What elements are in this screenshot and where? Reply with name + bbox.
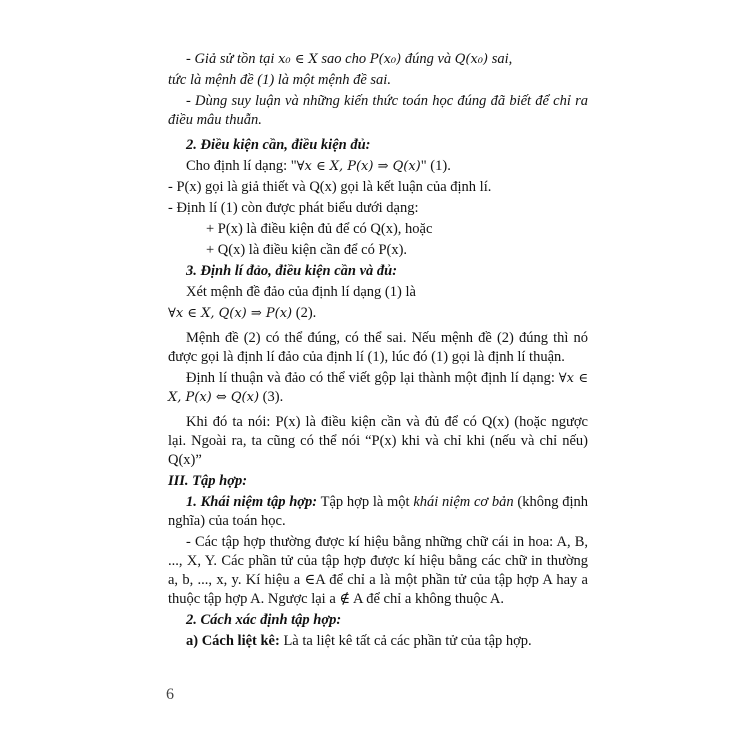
paragraph-set-notation: - Các tập hợp thường được kí hiệu bằng những chữ cái in hoa: A, B, ..., X, Y. Các phần tử của tập hợp được kí hiệu bằng các chữ in thường a, b, ..., x, y. Kí hiệu a ∈A để chỉ a là một phần tử của tập hợp A hay a thuộc tập hợp A. Ngược lại a ∉ A để chỉ a không thuộc A. <box>168 534 588 607</box>
subheading: 1. Khái niệm tập hợp: <box>186 494 318 510</box>
text: Định lí thuận và đảo có thể viết gộp lại thành một định lí dạng: <box>186 370 559 386</box>
paragraph-listing <box>168 632 588 651</box>
paragraph-converse-theorem: Mệnh đề (2) có thể đúng, có thể sai. Nếu mệnh đề (2) đúng thì nó được gọi là định lí đảo của định lí (1), lúc đó (1) gọi là định lí thuận. <box>168 330 588 365</box>
bullet-sufficient: + P(x) là điều kiện đủ để có Q(x), hoặc <box>206 221 433 237</box>
subheading: a) Cách liệt kê: <box>186 633 280 649</box>
text: (2). <box>292 305 317 321</box>
page-number: 6 <box>166 686 174 703</box>
text: Là ta liệt kê tất cả các phần tử của tập hợp. <box>279 633 532 649</box>
heading-converse: 3. Định lí đảo, điều kiện cần và đủ: <box>186 263 398 279</box>
text-italic: khái niệm cơ bản <box>413 494 514 510</box>
heading-sets: III. Tập hợp: <box>168 473 248 489</box>
text: Tập hợp là một <box>317 494 414 510</box>
text: - Giả sử tồn tại <box>186 51 279 67</box>
page-content <box>168 50 588 653</box>
heading-set-determination: 2. Cách xác định tập hợp: <box>186 612 342 628</box>
bullet-necessary: + Q(x) là điều kiện cần để có P(x). <box>206 242 408 258</box>
line-converse: Xét mệnh đề đảo của định lí dạng (1) là <box>186 284 416 300</box>
math: ∀x ∈ X, Q(x) ⇒ P(x) <box>168 306 293 321</box>
text: đúng và <box>401 51 455 67</box>
line-suppose <box>168 50 588 69</box>
text: sao cho <box>317 51 370 67</box>
line-theorem <box>168 157 588 176</box>
line-reasoning: - Dùng suy luận và những kiến thức toán học đúng đã biết để chỉ ra điều mâu thuẫn. <box>168 93 588 128</box>
heading-necessary-sufficient: 2. Điều kiện cần, điều kiện đủ: <box>186 137 371 153</box>
line-converse-formula <box>168 304 588 323</box>
paragraph-combined <box>168 369 588 407</box>
math: x₀ ∈ X <box>278 52 318 67</box>
math: ∀x ∈ X, P(x) ⇒ Q(x) <box>296 159 421 174</box>
math: P(x₀) <box>369 52 402 67</box>
text: (3). <box>259 389 284 405</box>
math: ∀x ∈ X, P(x) ⇔ Q(x) <box>168 371 588 405</box>
text: (không định nghĩa) của toán học. <box>168 494 589 529</box>
text: Cho định lí dạng: " <box>186 158 297 174</box>
math: Q(x₀) <box>454 52 489 67</box>
paragraph-iff: Khi đó ta nói: P(x) là điều kiện cần và đủ để có Q(x) (hoặc ngược lại. Ngoài ra, ta cũng có thể nói “P(x) khi và chỉ khi (nếu và chỉ nếu) Q(x)” <box>168 414 588 468</box>
text: sai, <box>488 51 513 67</box>
bullet-hypothesis: - P(x) gọi là giả thiết và Q(x) gọi là kết luận của định lí. <box>168 179 492 195</box>
paragraph-set-concept <box>168 493 588 531</box>
text: " (1). <box>420 158 451 174</box>
line-false-statement: tức là mệnh đề (1) là một mệnh đề sai. <box>168 72 391 88</box>
bullet-restate: - Định lí (1) còn được phát biểu dưới dạng: <box>168 200 419 216</box>
